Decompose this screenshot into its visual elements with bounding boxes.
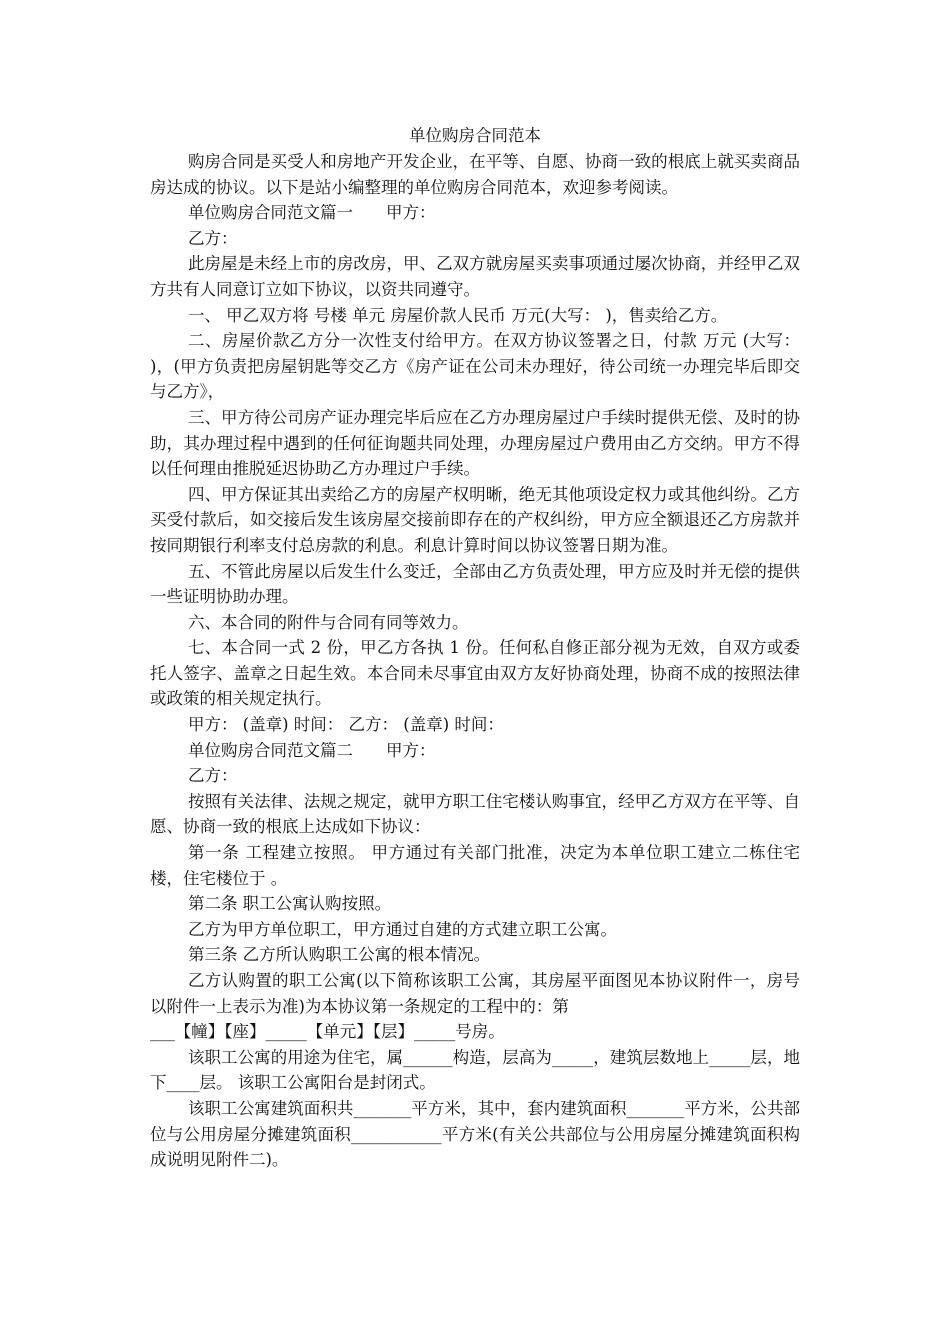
room-number-line: ___【幢】【座】_____【单元】【层】_____号房。 bbox=[150, 1022, 505, 1042]
party-b-line: 乙方： bbox=[187, 766, 238, 786]
party-b-line: 乙方： bbox=[187, 228, 238, 248]
paragraph: 该职工公寓建筑面积共_______平方米，其中，套内建筑面积_______平方米，公共部位与公用房屋分摊建筑面积___________平方米(有关公共部位与公用房屋分摊建筑面积构成说明见附件二)。 bbox=[150, 1098, 800, 1170]
section-two-heading: 单位购房合同范文篇二 甲方： bbox=[187, 740, 436, 760]
signature-line: 甲方： (盖章) 时间： 乙方： (盖章) 时间： bbox=[187, 715, 504, 735]
intro-paragraph: 购房合同是买受人和房地产开发企业，在平等、自愿、协商一致的根底上就买卖商品房达成的协议。以下是站小编整理的单位购房合同范本，欢迎参考阅读。 bbox=[150, 152, 800, 197]
paragraph: 乙方为甲方单位职工，甲方通过自建的方式建立职工公寓。 bbox=[187, 919, 617, 939]
paragraph: 乙方认购置的职工公寓(以下简称该职工公寓，其房屋平面图见本协议附件一，房号以附件一上表示为准)为本协议第一条规定的工程中的：第 bbox=[150, 971, 800, 1016]
article-3: 第三条 乙方所认购职工公寓的根本情况。 bbox=[187, 945, 491, 965]
article-1: 第一条 工程建立按照。 甲方通过有关部门批准，决定为本单位职工建立二栋住宅楼，住宅楼位于 。 bbox=[150, 843, 800, 888]
clause-5: 五、不管此房屋以后发生什么变迁，全部由乙方负责处理，甲方应及时并无偿的提供一些证明协助办理。 bbox=[150, 561, 800, 607]
clause-6: 六、本合同的附件与合同有同等效力。 bbox=[187, 612, 469, 632]
clause-3: 三、甲方待公司房产证办理完毕后应在乙方办理房屋过户手续时提供无偿、及时的协助，其办理过程中遇到的任何征询题共同处理，办理房屋过户费用由乙方交纳。甲方不得以任何理由推脱延迟协助乙方办理过户手续。 bbox=[150, 407, 800, 479]
section-one-heading: 单位购房合同范文篇一 甲方： bbox=[187, 203, 436, 223]
clause-2: 二、房屋价款乙方分一次性支付给甲方。在双方协议签署之日，付款 万元 (大写： )，(甲方负责把房屋钥匙等交乙方《房产证在公司未办理好，待公司统一办理完毕后即交与乙方》， bbox=[150, 331, 800, 402]
paragraph: 按照有关法律、法规之规定，就甲方职工住宅楼认购事宜，经甲乙方双方在平等、自愿、协商一致的根底上达成如下协议： bbox=[150, 791, 800, 837]
paragraph: 此房屋是未经上市的房改房，甲、乙双方就房屋买卖事项通过屡次协商，并经甲乙双方共有人同意订立如下协议，以资共同遵守。 bbox=[150, 254, 800, 299]
paragraph: 该职工公寓的用途为住宅，属______构造，层高为_____，建筑层数地上_____层，地下____层。 该职工公寓阳台是封闭式。 bbox=[150, 1047, 800, 1093]
clause-4: 四、甲方保证其出卖给乙方的房屋产权明晰，绝无其他项设定权力或其他纠纷。乙方买受付款后，如交接后发生该房屋交接前即存在的产权纠纷，甲方应全额退还乙方房款并按同期银行利率支付总房款的利息。利息计算时间以协议签署日期为准。 bbox=[150, 484, 800, 555]
article-2: 第二条 职工公寓认购按照。 bbox=[187, 894, 392, 914]
clause-7: 七、本合同一式 2 份，甲乙方各执 1 份。任何私自修正部分视为无效，自双方或委托人签字、盖章之日起生效。本合同未尽事宜由双方友好协商处理，协商不成的按照法律或政策的相关规定执行。 bbox=[150, 638, 800, 709]
document-title: 单位购房合同范本 bbox=[409, 126, 541, 145]
clause-1: 一、 甲乙双方将 号楼 单元 房屋价款人民币 万元(大写： )，售卖给乙方。 bbox=[187, 305, 728, 325]
